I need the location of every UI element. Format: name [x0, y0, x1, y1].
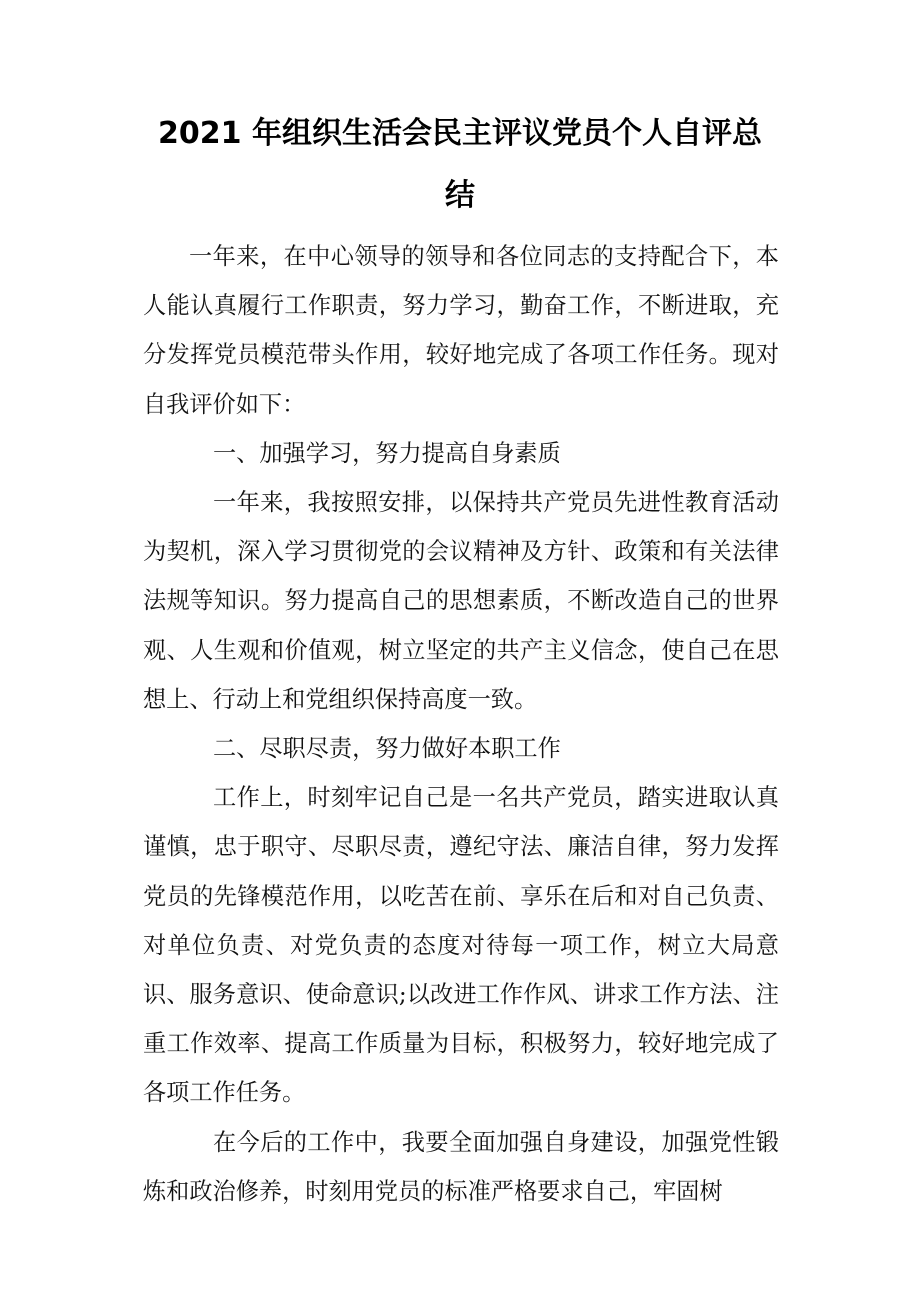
section-heading-1: 一、加强学习，努力提高自身素质 — [213, 439, 561, 467]
section-2-paragraph: 工作上，时刻牢记自己是一名共产党员，踏实进取认真谨慎，忠于职守、尽职尽责，遵纪守法、廉洁自律，努力发挥党员的先锋模范作用，以吃苦在前、享乐在后和对自己负责、对单位负责、对党负责的态度对待每一项工作，树立大局意识、服务意识、使命意识;以改进工作作风、讲求工作方法、注重工作效率、提高工作质量为目标，积极努力，较好地完成了各项工作任务。 — [143, 784, 779, 1107]
closing-paragraph: 在今后的工作中，我要全面加强自身建设，加强党性锻炼和政治修养，时刻用党员的标准严格要求自己，牢固树 — [143, 1128, 779, 1205]
document-body — [143, 232, 779, 1216]
section-heading-2: 二、尽职尽责，努力做好本职工作 — [213, 735, 561, 763]
document-title-continued: 结 — [445, 178, 475, 213]
section-1-paragraph: 一年来，我按照安排，以保持共产党员先进性教育活动为契机，深入学习贯彻党的会议精神及方针、政策和有关法律法规等知识。努力提高自己的思想素质，不断改造自己的世界观、人生观和价值观，树立坚定的共产主义信念，使自己在思想上、行动上和党组织保持高度一致。 — [143, 489, 779, 713]
intro-paragraph: 一年来，在中心领导的领导和各位同志的支持配合下，本人能认真履行工作职责，努力学习，勤奋工作，不断进取，充分发挥党员模范带头作用，较好地完成了各项工作任务。现对自我评价如下： — [143, 243, 779, 418]
document-title: 2021 年组织生活会民主评议党员个人自评总 — [158, 116, 762, 151]
